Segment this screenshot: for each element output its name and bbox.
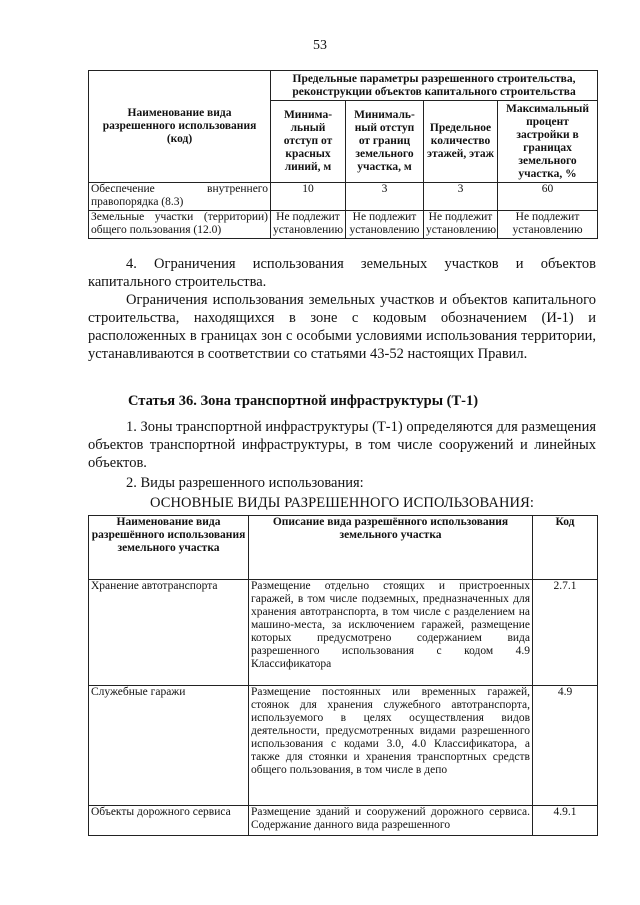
t1-cell-name: Земельные участки (территории) общего пользования (12.0) bbox=[89, 211, 271, 239]
t1-header-max-pct: Максимальный процент застройки в границах земельного участка, % bbox=[498, 101, 598, 183]
main-usage-title: ОСНОВНЫЕ ВИДЫ РАЗРЕШЕННОГО ИСПОЛЬЗОВАНИЯ: bbox=[149, 495, 535, 511]
paragraph-zones: 1. Зоны транспортной инфраструктуры (Т-1) определяются для размещения объектов транспортной инфраструктуры, в том числе сооружений и линейных объектов. bbox=[88, 419, 596, 471]
t2-cell-name: Объекты дорожного сервиса bbox=[89, 806, 249, 836]
t2-header-desc: Описание вида разрешённого использования земельного участка bbox=[249, 516, 533, 580]
t2-cell-desc: Размещение отдельно стоящих и пристроенных гаражей, в том числе подземных, предназначенных для хранения автотранспорта, в том числе с разделением на машино-места, за исключением гаражей, размещение которых предусмотрено содержанием вида разрешенного использования с кодом 4.9 Классификатора bbox=[249, 580, 533, 686]
t2-cell-desc: Размещение зданий и сооружений дорожного сервиса. Содержание данного вида разрешенного bbox=[249, 806, 533, 836]
table-row bbox=[89, 806, 598, 836]
t1-header-group: Предельные параметры разрешенного строительства, реконструкции объектов капитального строительства bbox=[271, 71, 598, 101]
t1-header-min-border: Минималь-ный отступ от границ земельного участка, м bbox=[346, 101, 424, 183]
t1-cell-max-pct: Не подлежит установлению bbox=[498, 211, 598, 239]
t1-cell-min-red: 10 bbox=[271, 183, 346, 211]
parameters-table bbox=[88, 70, 598, 239]
t1-cell-name: Обеспечение внутреннего правопорядка (8.3) bbox=[89, 183, 271, 211]
table-row bbox=[89, 580, 598, 686]
t2-cell-code: 2.7.1 bbox=[533, 580, 598, 686]
t1-header-floors: Предельное количество этажей, этаж bbox=[424, 101, 498, 183]
paragraph-usage-types: 2. Виды разрешенного использования: bbox=[126, 475, 364, 491]
paragraph-restrictions-title: 4. Ограничения использования земельных участков и объектов капитального строительства. bbox=[88, 256, 596, 290]
table-row bbox=[89, 183, 598, 211]
t2-header-name: Наименование вида разрешённого использования земельного участка bbox=[89, 516, 249, 580]
t2-cell-code: 4.9 bbox=[533, 686, 598, 806]
t2-cell-name: Хранение автотранспорта bbox=[89, 580, 249, 686]
table-row bbox=[89, 686, 598, 806]
t1-cell-floors: 3 bbox=[424, 183, 498, 211]
t2-cell-name: Служебные гаражи bbox=[89, 686, 249, 806]
t1-header-min-red: Минима-льный отступ от красных линий, м bbox=[271, 101, 346, 183]
table-row bbox=[89, 211, 598, 239]
t1-cell-min-border: Не подлежит установлению bbox=[346, 211, 424, 239]
t1-cell-max-pct: 60 bbox=[498, 183, 598, 211]
t2-cell-code: 4.9.1 bbox=[533, 806, 598, 836]
t1-cell-min-red: Не подлежит установлению bbox=[271, 211, 346, 239]
paragraph-restrictions-body: Ограничения использования земельных участков и объектов капитального строительства, находящихся в зоне с кодовым обозначением (И-1) и расположенных в границах зон с особыми условиями использования территории, устанавливаются в соответствии со статьями 43-52 настоящих Правил. bbox=[88, 292, 596, 362]
usage-types-table bbox=[88, 515, 598, 836]
page-number: 53 bbox=[313, 38, 327, 53]
t2-cell-desc: Размещение постоянных или временных гаражей, стоянок для хранения служебного автотранспорта, используемого в целях осуществления видов деятельности, предусмотренных видами разрешенного использования с кодами 3.0, 4.0 Классификатора, а также для стоянки и хранения транспортных средств общего пользования, в том числе в депо bbox=[249, 686, 533, 806]
t1-cell-min-border: 3 bbox=[346, 183, 424, 211]
t1-header-name: Наименование вида разрешенного использования (код) bbox=[89, 71, 271, 183]
article-heading: Статья 36. Зона транспортной инфраструктуры (Т-1) bbox=[128, 393, 479, 409]
t2-header-code: Код bbox=[533, 516, 598, 580]
t1-cell-floors: Не подлежит установлению bbox=[424, 211, 498, 239]
